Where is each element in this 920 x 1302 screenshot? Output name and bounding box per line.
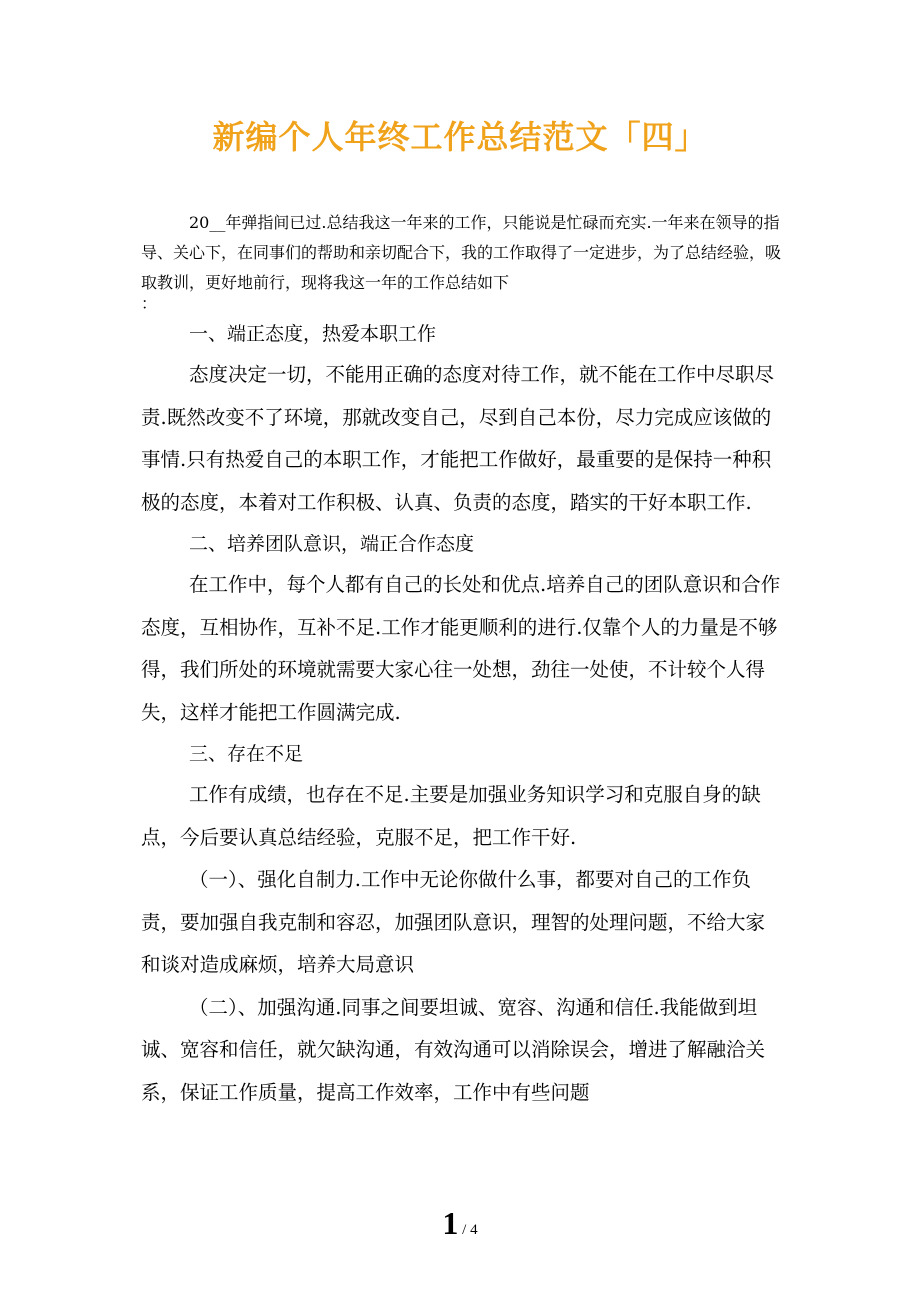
section-paragraph-2: 在工作中，每个人都有自己的长处和优点.培养自己的团队意识和合作态度，互相协作，互补不足.工作才能更顺利的进行.仅靠个人的力量是不够得，我们所处的环境就需要大家心往一处想，劲往一处使，不计较个人得失，这样才能把工作圆满完成.: [141, 573, 781, 724]
page-current: 1: [442, 1205, 459, 1241]
list-item-1: （一）、强化自制力.工作中无论你做什么事，都要对自己的工作负责，要加强自我克制和容忍，加强团队意识，理智的处理问题，不给大家和谈对造成麻烦，培养大局意识: [141, 868, 766, 976]
page-total: / 4: [458, 1222, 478, 1238]
intro-paragraph: 20__年弹指间已过.总结我这一年来的工作，只能说是忙碌而充实.一年来在领导的指导、关心下，在同事们的帮助和亲切配合下，我的工作取得了一定进步，为了总结经验，吸取教训，更好地前行，现将我这一年的工作总结如下: [141, 213, 782, 292]
document-title: 新编个人年终工作总结范文「四」: [212, 118, 708, 156]
document-body: [141, 208, 781, 1114]
list-item-2: （二）、加强沟通.同事之间要坦诚、宽容、沟通和信任.我能做到坦诚、宽容和信任，就欠缺沟通，有效沟通可以消除误会，增进了解融洽关系，保证工作质量，提高工作效率，工作中有些问题: [141, 995, 766, 1104]
section-paragraph-1: 态度决定一切，不能用正确的态度对待工作，就不能在工作中尽职尽责.既然改变不了环境，那就改变自己，尽到自己本份，尽力完成应该做的事情.只有热爱自己的本职工作，才能把工作做好，最重要的是保持一种积极的态度，本着对工作积极、认真、负责的态度，踏实的干好本职工作.: [141, 363, 775, 514]
section-paragraph-3: 工作有成绩，也存在不足.主要是加强业务知识学习和克服自身的缺点，今后要认真总结经验，克服不足，把工作干好.: [141, 783, 761, 849]
section-heading-1: 一、端正态度，热爱本职工作: [189, 323, 437, 345]
page-number: [0, 1205, 920, 1242]
section-heading-2: 二、培养团队意识，端正合作态度: [189, 533, 475, 555]
intro-colon: ：: [141, 294, 158, 313]
section-heading-3: 三、存在不足: [189, 743, 304, 765]
